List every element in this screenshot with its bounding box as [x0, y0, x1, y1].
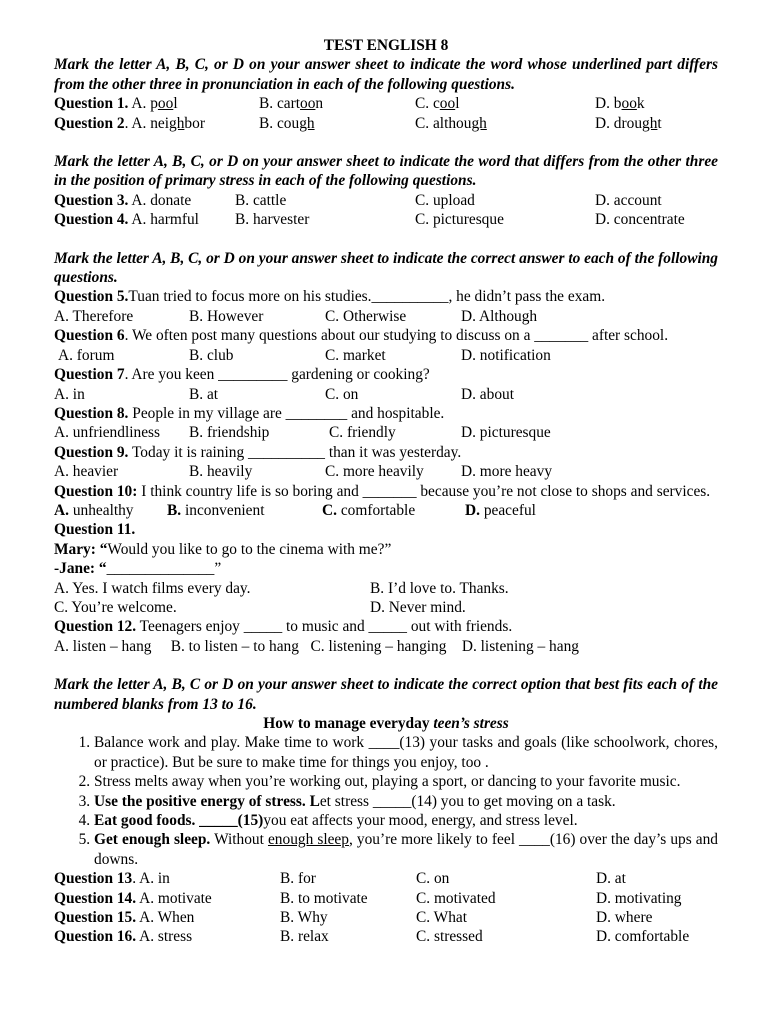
section2-instruction: Mark the letter A, B, C, or D on your answer sheet to indicate the word that differs from the other three in the position of primary stress in each of the following questions.	[54, 153, 718, 190]
page-title: TEST ENGLISH 8	[323, 37, 449, 54]
question-13: Question 13. A. in B. for C. on D. at	[54, 870, 626, 888]
question-11-jane: -Jane: “______________”	[54, 560, 222, 578]
question-6: Question 6. We often post many questions about our studying to discuss on a _______ after school.	[54, 327, 669, 345]
question-12: Question 12. Teenagers enjoy _____ to music and _____ out with friends.	[54, 618, 513, 636]
question-9-options: A. heavier B. heavily C. more heavily D. more heavy	[54, 463, 553, 481]
question-3: Question 3. A. donate B. cattle C. upload D. account	[54, 191, 662, 209]
question-6-options: A. forum B. club C. market D. notification	[58, 346, 551, 364]
question-8: Question 8. People in my village are ________ and hospitable.	[54, 404, 445, 422]
question-11-options-ab: A. Yes. I watch films every day. B. I’d love to. Thanks.	[54, 579, 509, 597]
question-11: Question 11.	[54, 521, 136, 539]
section4-instruction: Mark the letter A, B, C or D on your answer sheet to indicate the correct option that best fits each of the numbered blanks from 13 to 16.	[54, 676, 718, 713]
passage-title: How to manage everyday teen’s stress	[263, 715, 509, 732]
question-16: Question 16. A. stress B. relax C. stressed D. comfortable	[54, 928, 690, 946]
question-4: Question 4. A. harmful B. harvester C. picturesque D. concentrate	[54, 211, 685, 229]
question-10-options: A. unhealthy B. inconvenient C. comfortable D. peaceful	[54, 501, 536, 519]
question-7: Question 7. Are you keen _________ gardening or cooking?	[54, 366, 430, 384]
question-2: Question 2. A. neighbor B. cough C. although D. drought	[54, 114, 662, 132]
list-item: 5. Get enough sleep. Without enough sleep, you’re more likely to feel ____(16) over the day’s ups and downs.	[94, 830, 718, 869]
question-10: Question 10: I think country life is so boring and _______ because you’re not close to shops and services.	[54, 482, 711, 500]
list-item: 2. Stress melts away when you’re working out, playing a sport, or dancing to your favorite music.	[94, 772, 718, 791]
question-1: Question 1. A. pool B. cartoon C. cool D. book	[54, 95, 645, 113]
section3-instruction: Mark the letter A, B, C, or D on your answer sheet to indicate the correct answer to each of the following questions.	[54, 249, 718, 287]
question-14: Question 14. A. motivate B. to motivate C. motivated D. motivating	[54, 889, 682, 907]
question-15: Question 15. A. When B. Why C. What D. where	[54, 909, 653, 927]
list-item: 1. Balance work and play. Make time to work ____(13) your tasks and goals (like schoolwork, chores, or practice). But be sure to make time for things you enjoy, too .	[94, 733, 718, 772]
passage-list	[54, 733, 718, 869]
question-11-mary: Mary: “Would you like to go to the cinema with me?”	[54, 540, 392, 558]
question-5: Question 5.Tuan tried to focus more on his studies.__________, he didn’t pass the exam.	[54, 288, 606, 306]
list-item: 4. Eat good foods. _____(15)you eat affects your mood, energy, and stress level.	[94, 811, 718, 830]
question-5-options: A. Therefore B. However C. Otherwise D. Although	[54, 307, 538, 325]
question-11-options-cd: C. You’re welcome. D. Never mind.	[54, 598, 466, 616]
question-12-options: A. listen – hang B. to listen – to hang C. listening – hanging D. listening – hang	[54, 637, 579, 655]
section1-instruction: Mark the letter A, B, C, or D on your answer sheet to indicate the word whose underlined part differs from the other three in pronunciation in each of the following questions.	[54, 56, 718, 93]
question-9: Question 9. Today it is raining __________ than it was yesterday.	[54, 443, 462, 461]
question-8-options: A. unfriendliness B. friendship C. friendly D. picturesque	[54, 424, 551, 442]
question-7-options: A. in B. at C. on D. about	[54, 385, 515, 403]
list-item: 3. Use the positive energy of stress. Let stress _____(14) you to get moving on a task.	[94, 792, 718, 811]
